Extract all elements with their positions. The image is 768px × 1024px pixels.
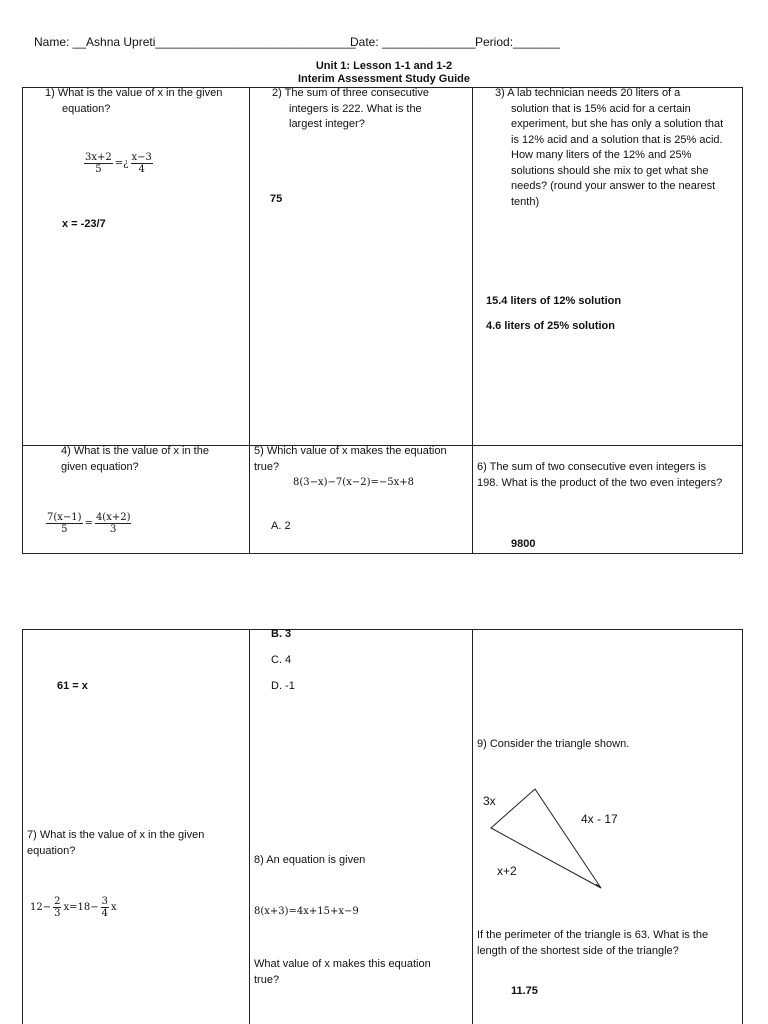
q4-prompt-line1: 4) What is the value of x in the <box>61 445 209 457</box>
question-8: 8) An equation is given <box>254 854 366 866</box>
q8-question-line2: true? <box>254 973 280 986</box>
date-field: Date: ______________ <box>350 35 476 49</box>
triangle-side-4x-17: 4x - 17 <box>581 812 618 826</box>
question-6 <box>477 460 722 491</box>
q1-answer: x = -23/7 <box>62 218 106 230</box>
q2-answer: 75 <box>270 193 283 205</box>
name-field: Name: __Ashna Upreti______________________________ <box>34 35 356 49</box>
q3-prompt-line5: How many liters of the 12% and 25% <box>511 149 692 161</box>
question-1 <box>45 86 222 117</box>
q9-answer: 11.75 <box>511 985 538 997</box>
q6-prompt-line2: 198. What is the product of the two even integers? <box>477 476 723 489</box>
q8-question-line1: What value of x makes this equation <box>254 958 431 970</box>
q4-equation: $\frac{7(x-1)}{5}$ = $\frac{4(x+2)}{3}$ <box>47 512 131 535</box>
q5-choice-a: A. 2 <box>271 520 291 532</box>
page-title: Unit 1: Lesson 1-1 and 1-2 <box>315 60 453 72</box>
q3-prompt-line7: needs? (round your answer to the nearest <box>511 180 716 192</box>
question-9: 9) Consider the triangle shown. <box>477 738 630 750</box>
period-field: Period:_______ <box>475 35 560 49</box>
question-2 <box>272 86 429 133</box>
q7-prompt-line2: equation? <box>27 844 76 857</box>
question-3 <box>495 86 723 210</box>
q5-equation: 8(3−x)−7(x−2)=−5x+8 <box>293 477 414 488</box>
q1-prompt-line1: 1) What is the value of x in the given <box>45 87 223 99</box>
q5-prompt-line1: 5) Which value of x makes the equation <box>254 445 447 457</box>
q9-question-line2: length of the shortest side of the triangle? <box>477 944 679 957</box>
q3-prompt-line8: tenth) <box>511 195 540 208</box>
q5-choice-b: B. 3 <box>271 628 292 640</box>
triangle-side-3x: 3x <box>483 794 496 808</box>
q2-prompt-line1: 2) The sum of three consecutive <box>272 87 429 99</box>
q3-prompt-line2: solution that is 15% acid for a certain <box>511 102 691 115</box>
q7-equation: 12− $\frac{2}{3}$ x=18− $\frac{3}{4}$ x <box>30 896 117 919</box>
q2-prompt-line2: integers is 222. What is the <box>289 102 422 115</box>
q5-choice-c: C. 4 <box>271 654 292 666</box>
question-4 <box>61 444 209 475</box>
q8-equation: 8(x+3)=4x+15+x−9 <box>254 906 359 917</box>
question-5 <box>254 444 447 475</box>
question-7 <box>27 828 204 859</box>
q3-answer-2: 4.6 liters of 25% solution <box>486 320 615 332</box>
q3-prompt-line4: is 12% acid and a solution that is 25% acid. <box>511 133 723 146</box>
page-subtitle: Interim Assessment Study Guide <box>298 73 470 85</box>
q9-question-line1: If the perimeter of the triangle is 63. What is the <box>477 929 709 941</box>
q3-prompt-line3: experiment, but she has only a solution that <box>511 118 724 130</box>
q1-prompt-line2: equation? <box>62 102 111 115</box>
q5-choice-d: D. -1 <box>271 680 295 692</box>
q6-answer: 9800 <box>511 538 536 550</box>
q5-prompt-line2: true? <box>254 460 280 473</box>
q3-prompt-line6: solutions should she mix to get what she <box>511 164 709 177</box>
q3-answer-1: 15.4 liters of 12% solution <box>486 295 622 307</box>
q8-question <box>254 957 431 988</box>
q9-question <box>477 928 708 959</box>
q4-answer: 61 = x <box>57 680 88 692</box>
q3-prompt-line1: 3) A lab technician needs 20 liters of a <box>495 87 681 99</box>
q1-equation: $\frac{3x+2}{5}$ =¿ $\frac{x-3}{4}$ <box>85 152 152 175</box>
q7-prompt-line1: 7) What is the value of x in the given <box>27 829 205 841</box>
triangle-side-x-plus-2: x+2 <box>497 864 517 878</box>
q6-prompt-line1: 6) The sum of two consecutive even integers is <box>477 461 707 473</box>
q4-prompt-line2: given equation? <box>61 460 139 473</box>
q2-prompt-line3: largest integer? <box>289 118 365 130</box>
